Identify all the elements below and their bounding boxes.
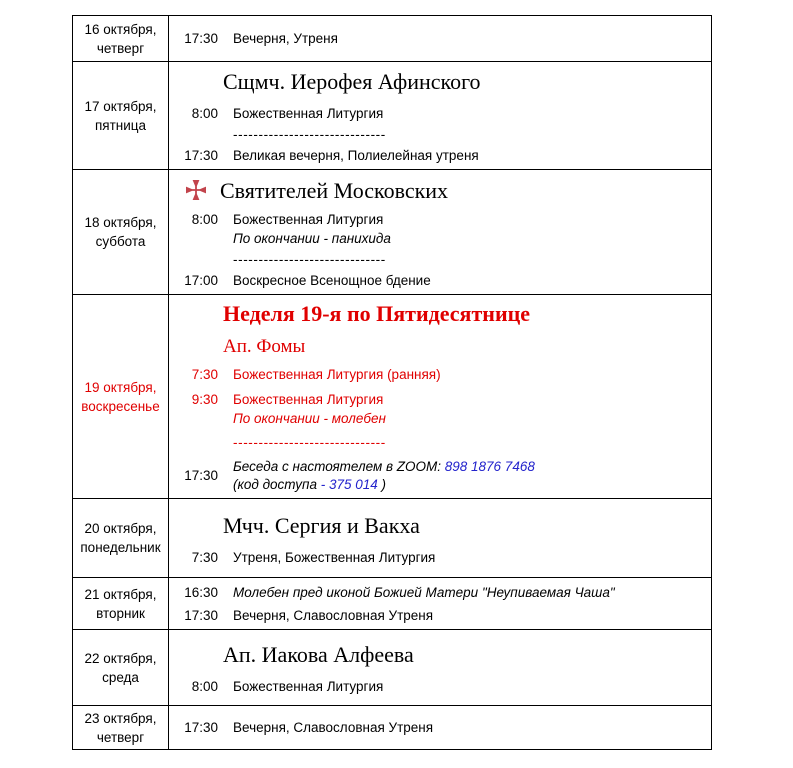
service-body [233, 105, 383, 122]
dashed-separator: ------------------------------ [233, 435, 386, 450]
service-time: 17:30 [184, 31, 218, 46]
service-name: Божественная Литургия [233, 392, 384, 407]
service-body [233, 272, 431, 289]
date-cell [73, 16, 169, 61]
schedule-row [73, 578, 711, 630]
service-body [233, 366, 441, 383]
schedule-row [73, 16, 711, 62]
content-cell [169, 578, 711, 629]
date-text-line2: среда [102, 669, 139, 685]
day-title-text: Неделя 19-я по Пятидесятнице [223, 301, 531, 326]
service-time: 17:30 [184, 148, 218, 163]
content-cell [169, 499, 711, 577]
dashed-separator: ------------------------------ [233, 251, 386, 267]
zoom-label-text: ) [377, 476, 386, 492]
cross-icon [186, 180, 206, 200]
service-row [169, 105, 705, 122]
service-body [233, 719, 433, 736]
service-time: 9:30 [191, 392, 218, 407]
service-row [169, 584, 705, 601]
zoom-label-text: (код доступа [233, 476, 321, 492]
content-cell [169, 295, 711, 498]
service-row [169, 719, 705, 736]
date-cell [73, 706, 169, 749]
service-body [233, 678, 383, 695]
schedule-row [73, 295, 711, 499]
content-cell [169, 630, 711, 705]
day-subtitle: Ап. Фомы [223, 336, 306, 357]
service-row [169, 607, 705, 624]
service-time: 17:30 [184, 720, 218, 735]
service-row [169, 391, 705, 427]
service-name: Воскресное Всенощное бдение [233, 272, 431, 288]
day-title-text: Святителей Московских [220, 177, 449, 203]
service-name: Божественная Литургия [233, 679, 384, 694]
date-text-line2: суббота [95, 234, 146, 249]
date-cell [73, 578, 169, 629]
service-body [233, 147, 479, 164]
zoom-number-text: 898 1876 7468 [444, 459, 535, 474]
date-text-line2: понедельник [80, 540, 161, 555]
day-title [169, 300, 705, 327]
service-time: 17:00 [184, 272, 218, 288]
service-row [169, 549, 705, 566]
service-row [169, 678, 705, 695]
date-text-line1: 19 октября, [84, 379, 157, 395]
service-time: 8:00 [191, 211, 218, 227]
service-name: Божественная Литургия [233, 106, 384, 121]
service-name: Вечерня, Утреня [233, 31, 338, 46]
service-line [233, 476, 535, 494]
service-body [233, 607, 433, 624]
date-cell [73, 499, 169, 577]
date-cell [73, 62, 169, 169]
date-text-line2: воскресенье [81, 398, 160, 414]
service-time: 16:30 [184, 584, 218, 600]
service-name: Вечерня, Славословная Утреня [233, 720, 434, 735]
day-title-text: Мчч. Сергия и Вакха [223, 512, 420, 538]
date-text-line1: 23 октября, [84, 710, 157, 726]
service-body [233, 584, 615, 601]
day-title-text: Сщмч. Иерофея Афинского [223, 69, 481, 94]
service-body [233, 458, 535, 493]
date-text-line1: 18 октября, [84, 215, 157, 230]
date-text-line2: четверг [96, 729, 145, 745]
service-row [169, 272, 705, 289]
day-title [169, 512, 705, 539]
content-cell [169, 706, 711, 749]
service-row [169, 366, 705, 383]
service-time: 7:30 [191, 367, 218, 382]
service-time: 8:00 [191, 106, 218, 121]
date-text-line2: четверг [96, 40, 145, 56]
service-time: 7:30 [191, 549, 218, 565]
date-cell [73, 630, 169, 705]
service-row-zoom [169, 458, 705, 493]
date-text-line2: вторник [96, 605, 145, 621]
date-text-line1: 21 октября, [84, 586, 157, 602]
service-row [169, 147, 705, 164]
service-name: Молебен пред иконой Божией Матери "Неупиваемая Чаша" [233, 584, 615, 600]
schedule-table [72, 15, 712, 750]
content-cell [169, 170, 711, 294]
service-line [233, 458, 535, 476]
date-text-line2: пятница [94, 117, 147, 133]
service-body [233, 391, 386, 427]
service-time: 17:30 [184, 468, 218, 483]
dashed-separator: ------------------------------ [233, 127, 386, 142]
content-cell [169, 16, 711, 61]
service-body [233, 549, 435, 566]
service-row [169, 30, 705, 47]
day-title [169, 641, 705, 668]
service-name: Божественная Литургия [233, 211, 384, 227]
day-title [169, 177, 705, 204]
service-row [169, 211, 705, 247]
day-title-text: Ап. Иакова Алфеева [223, 642, 414, 667]
date-text-line1: 17 октября, [84, 98, 157, 114]
service-name: Великая вечерня, Полиелейная утреня [233, 148, 479, 163]
date-cell [73, 170, 169, 294]
schedule-row [73, 499, 711, 578]
service-body [233, 30, 338, 47]
service-name: Божественная Литургия (ранняя) [233, 367, 441, 382]
service-name: Вечерня, Славословная Утреня [233, 607, 434, 623]
zoom-number-text: - 375 014 [320, 476, 378, 492]
schedule-row [73, 630, 711, 706]
date-text-line1: 20 октября, [84, 521, 157, 536]
service-time: 17:30 [184, 607, 218, 623]
date-text-line1: 16 октября, [84, 21, 157, 37]
service-note: По окончании - панихида [233, 230, 391, 246]
schedule-row [73, 706, 711, 749]
date-text-line1: 22 октября, [84, 650, 157, 666]
schedule-row [73, 170, 711, 295]
date-cell [73, 295, 169, 498]
service-body [233, 211, 391, 247]
service-note: По окончании - молебен [233, 411, 386, 426]
day-title [169, 68, 705, 95]
service-time: 8:00 [191, 679, 218, 694]
service-name: Утреня, Божественная Литургия [233, 549, 436, 565]
zoom-label-text: Беседа с настоятелем в ZOOM: [233, 459, 445, 474]
schedule-row [73, 62, 711, 170]
content-cell [169, 62, 711, 169]
